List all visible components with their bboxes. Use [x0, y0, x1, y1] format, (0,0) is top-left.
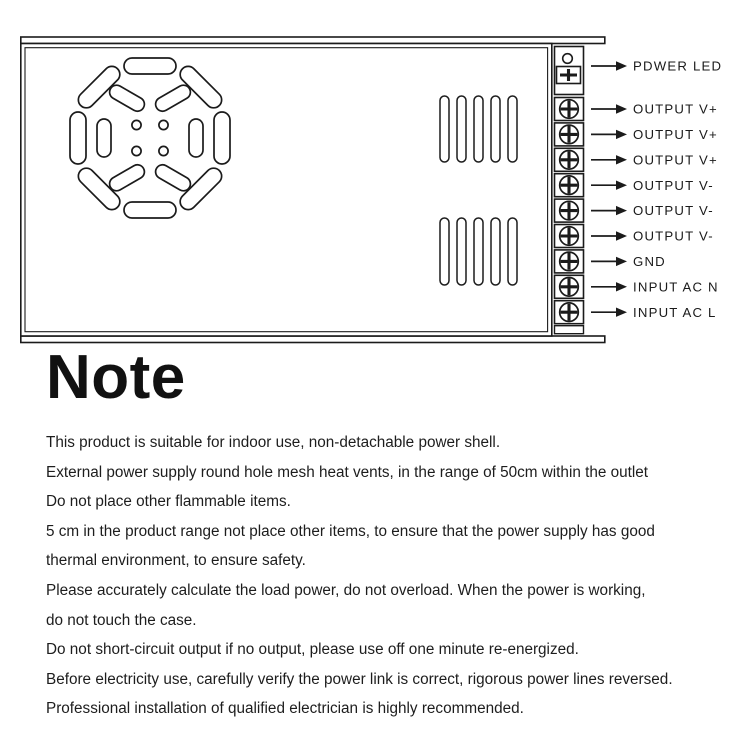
note-line: 5 cm in the product range not place other items, to ensure that the power supply has good	[46, 522, 655, 540]
terminal-label: INPUT AC L	[633, 304, 717, 320]
note-line: thermal environment, to ensure safety.	[46, 552, 306, 570]
callout-arrows	[591, 61, 627, 317]
screw-terminal	[555, 250, 584, 273]
arrow-icon	[591, 181, 627, 190]
power-led-cell	[555, 47, 584, 95]
terminal-label: OUTPUT V-	[633, 203, 714, 219]
terminal-label: INPUT AC N	[633, 279, 719, 295]
power-supply-top-view	[0, 0, 750, 352]
arrow-icon	[591, 104, 627, 113]
terminal-label: GND	[633, 254, 666, 269]
note-line: This product is suitable for indoor use, non-detachable power shell.	[46, 434, 501, 451]
screw-terminal	[555, 98, 584, 121]
note-line: Before electricity use, carefully verify the power link is correct, rigorous power lines reversed.	[46, 670, 673, 688]
terminal-label: OUTPUT V-	[633, 228, 714, 244]
terminal-label: OUTPUT V-	[633, 177, 714, 193]
arrow-icon	[591, 206, 627, 215]
arrow-icon	[591, 61, 627, 70]
terminal-label: OUTPUT V+	[633, 127, 718, 142]
arrow-icon	[591, 231, 627, 240]
note-line: Do not short-circuit output if no output, please use off one minute re-energized.	[46, 641, 579, 659]
note-line: Please accurately calculate the load power, do not overload. When the power is working,	[46, 581, 646, 599]
screw-terminal	[555, 275, 584, 298]
screw-terminal	[555, 301, 584, 324]
screw-terminal	[555, 148, 584, 171]
power-supply-diagram	[0, 0, 750, 352]
arrow-icon	[591, 155, 627, 164]
screw-terminal	[555, 174, 584, 197]
chassis-bottom-flange	[21, 336, 605, 343]
arrow-icon	[591, 308, 627, 317]
terminal-label: OUTPUT V+	[633, 101, 718, 117]
screw-terminal	[555, 123, 584, 146]
terminal-strip-end-cell	[555, 326, 584, 334]
note-line: Do not place other flammable items.	[46, 493, 291, 511]
note-line: External power supply round hole mesh heat vents, in the range of 50cm within the outlet	[46, 463, 649, 481]
note-line: Professional installation of qualified electrician is highly recommended.	[46, 700, 524, 718]
terminal-label: PDWER LED	[633, 58, 723, 74]
arrow-icon	[591, 282, 627, 291]
screw-terminal	[555, 225, 584, 248]
terminal-labels	[633, 59, 722, 320]
power-led-indicator	[563, 54, 573, 64]
arrow-icon	[591, 257, 627, 266]
note-text-block	[46, 428, 726, 724]
chassis-top-flange	[21, 37, 605, 44]
note-line: do not touch the case.	[46, 611, 197, 629]
note-title: Note	[46, 343, 186, 412]
screw-terminal	[555, 199, 584, 222]
terminal-strip	[555, 47, 584, 334]
terminal-label: OUTPUT V+	[633, 152, 718, 168]
arrow-icon	[591, 130, 627, 139]
